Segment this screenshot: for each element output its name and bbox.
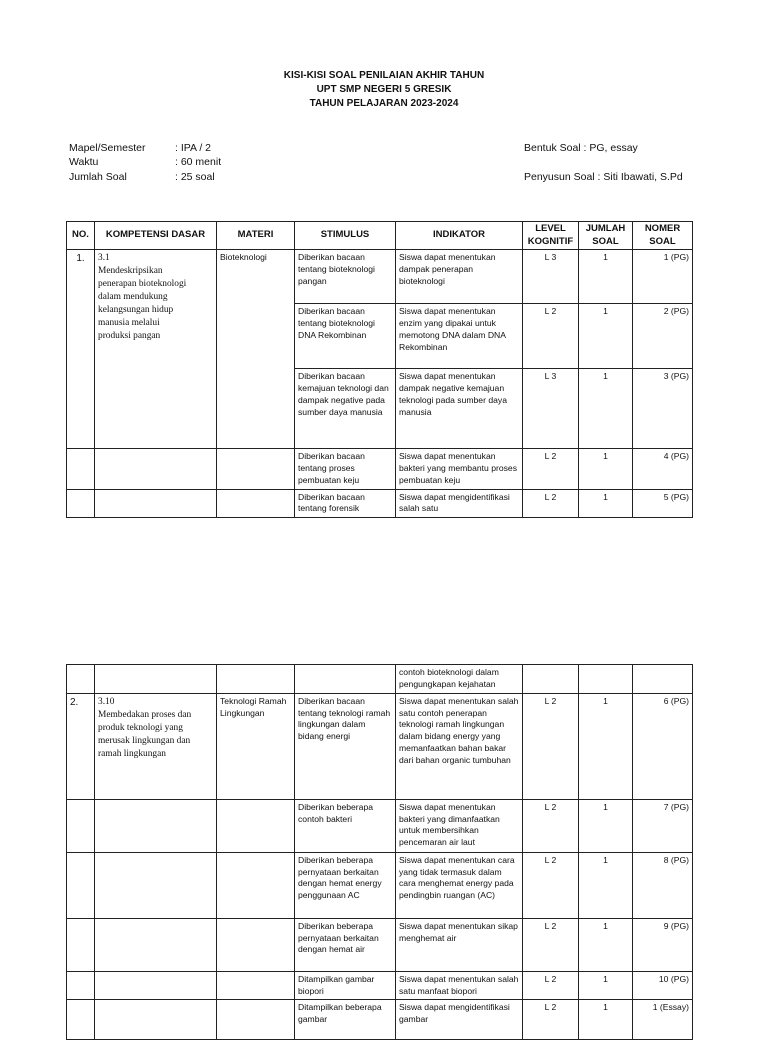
col-header-kompetensi-dasar: KOMPETENSI DASAR xyxy=(95,222,217,250)
kd-text: Mendeskripsikan penerapan bioteknologi dalam mendukung kelangsungan hidup manusia melalui produksi pangan xyxy=(98,265,187,341)
jumlah-cell: 1 xyxy=(579,971,633,1000)
level-cell xyxy=(523,665,579,694)
stimulus-cell: Diberikan beberapa contoh bakteri xyxy=(295,799,396,852)
jumlah-cell: 1 xyxy=(579,369,633,449)
nomer-cell: 3 (PG) xyxy=(633,369,693,449)
row-no xyxy=(67,489,95,518)
mapel-value: : IPA / 2 xyxy=(175,142,211,154)
indikator-cell: Siswa dapat menentukan sikap menghemat air xyxy=(396,918,523,971)
kompetensi-dasar-cell xyxy=(95,250,217,449)
bentuk-soal: Bentuk Soal : PG, essay xyxy=(524,142,638,154)
kompetensi-dasar-cell xyxy=(95,852,217,918)
table-row xyxy=(67,799,693,852)
level-cell: L 2 xyxy=(523,799,579,852)
level-cell: L 3 xyxy=(523,250,579,304)
kompetensi-dasar-cell xyxy=(95,489,217,518)
jumlah-cell: 1 xyxy=(579,799,633,852)
materi-cell xyxy=(217,489,295,518)
indikator-cell: Siswa dapat menentukan salah satu contoh penerapan teknologi ramah lingkungan dalam bidang energy yang memanfaatkan bahan bakar dari bahan organic tumbuhan xyxy=(396,693,523,799)
table-row xyxy=(67,250,693,304)
kompetensi-dasar-cell xyxy=(95,799,217,852)
jumlah-cell: 1 xyxy=(579,489,633,518)
col-header-level-kognitif: LEVEL KOGNITIF xyxy=(523,222,579,250)
level-cell: L 3 xyxy=(523,369,579,449)
level-cell: L 2 xyxy=(523,1000,579,1040)
nomer-cell: 8 (PG) xyxy=(633,852,693,918)
row-no xyxy=(67,665,95,694)
kompetensi-dasar-cell xyxy=(95,693,217,799)
stimulus-cell: Diberikan beberapa pernyataan berkaitan dengan hemat air xyxy=(295,918,396,971)
col-header-stimulus: STIMULUS xyxy=(295,222,396,250)
row-no xyxy=(67,1000,95,1040)
stimulus-cell: Diberikan bacaan tentang teknologi ramah lingkungan dalam bidang energi xyxy=(295,693,396,799)
table-row xyxy=(67,449,693,490)
level-cell: L 2 xyxy=(523,971,579,1000)
indikator-cell: Siswa dapat mengidentifikasi salah satu xyxy=(396,489,523,518)
row-no xyxy=(67,852,95,918)
nomer-cell: 6 (PG) xyxy=(633,693,693,799)
nomer-cell: 9 (PG) xyxy=(633,918,693,971)
col-header-jumlah-soal: JUMLAH SOAL xyxy=(579,222,633,250)
jumlah-soal-value: : 25 soal xyxy=(175,171,215,183)
kompetensi-dasar-cell xyxy=(95,971,217,1000)
stimulus-cell xyxy=(295,665,396,694)
materi-cell xyxy=(217,918,295,971)
materi-cell xyxy=(217,1000,295,1040)
stimulus-cell: Diberikan bacaan tentang proses pembuatan keju xyxy=(295,449,396,490)
jumlah-cell: 1 xyxy=(579,1000,633,1040)
stimulus-cell: Ditampilkan beberapa gambar xyxy=(295,1000,396,1040)
materi-cell: Teknologi Ramah Lingkungan xyxy=(217,693,295,799)
materi-cell xyxy=(217,449,295,490)
kompetensi-dasar-cell xyxy=(95,918,217,971)
indikator-cell: contoh bioteknologi dalam pengungkapan kejahatan xyxy=(396,665,523,694)
indikator-cell: Siswa dapat menentukan cara yang tidak termasuk dalam cara menghemat energy pada pendingbin ruangan (AC) xyxy=(396,852,523,918)
nomer-cell: 1 (PG) xyxy=(633,250,693,304)
nomer-cell: 2 (PG) xyxy=(633,304,693,369)
doc-title-line3: TAHUN PELAJARAN 2023-2024 xyxy=(309,98,459,109)
jumlah-cell: 1 xyxy=(579,250,633,304)
stimulus-cell: Diberikan bacaan tentang bioteknologi pangan xyxy=(295,250,396,304)
table-row xyxy=(67,852,693,918)
materi-cell xyxy=(217,799,295,852)
indikator-cell: Siswa dapat menentukan enzim yang dipakai untuk memotong DNA dalam DNA Rekombinan xyxy=(396,304,523,369)
row-no xyxy=(67,918,95,971)
indikator-cell: Siswa dapat menentukan dampak negative kemajuan teknologi pada sumber daya manusia xyxy=(396,369,523,449)
level-cell: L 2 xyxy=(523,693,579,799)
materi-cell: Bioteknologi xyxy=(217,250,295,449)
jumlah-cell: 1 xyxy=(579,918,633,971)
table-row xyxy=(67,665,693,694)
penyusun-soal: Penyusun Soal : Siti Ibawati, S.Pd xyxy=(524,171,683,183)
jumlah-cell: 1 xyxy=(579,852,633,918)
kisi-kisi-table-page1 xyxy=(66,221,693,518)
jumlah-cell: 1 xyxy=(579,693,633,799)
nomer-cell: 5 (PG) xyxy=(633,489,693,518)
doc-title-line1: KISI-KISI SOAL PENILAIAN AKHIR TAHUN xyxy=(283,70,485,81)
row-no xyxy=(67,799,95,852)
nomer-cell xyxy=(633,665,693,694)
nomer-cell: 1 (Essay) xyxy=(633,1000,693,1040)
stimulus-cell: Ditampilkan gambar biopori xyxy=(295,971,396,1000)
stimulus-cell: Diberikan bacaan tentang bioteknologi DNA Rekombinan xyxy=(295,304,396,369)
indikator-cell: Siswa dapat menentukan bakteri yang dimanfaatkan untuk membersihkan pencemaran air laut xyxy=(396,799,523,852)
indikator-cell: Siswa dapat mengidentifikasi gambar xyxy=(396,1000,523,1040)
stimulus-cell: Diberikan bacaan tentang forensik xyxy=(295,489,396,518)
nomer-cell: 7 (PG) xyxy=(633,799,693,852)
materi-cell xyxy=(217,852,295,918)
row-no xyxy=(67,449,95,490)
table-row xyxy=(67,971,693,1000)
stimulus-cell: Diberikan beberapa pernyataan berkaitan dengan hemat energy penggunaan AC xyxy=(295,852,396,918)
indikator-cell: Siswa dapat menentukan salah satu manfaat biopori xyxy=(396,971,523,1000)
col-header-indikator: INDIKATOR xyxy=(396,222,523,250)
kd-number: 3.1 xyxy=(98,253,110,263)
jumlah-cell: 1 xyxy=(579,304,633,369)
kd-text: Membedakan proses dan produk teknologi yang merusak lingkungan dan ramah lingkungan xyxy=(98,709,192,759)
table-row xyxy=(67,1000,693,1040)
level-cell: L 2 xyxy=(523,852,579,918)
table-row xyxy=(67,489,693,518)
kompetensi-dasar-cell xyxy=(95,1000,217,1040)
table-header-row xyxy=(67,222,693,250)
kompetensi-dasar-cell xyxy=(95,665,217,694)
nomer-cell: 4 (PG) xyxy=(633,449,693,490)
jumlah-cell xyxy=(579,665,633,694)
col-header-materi: MATERI xyxy=(217,222,295,250)
waktu-label: Waktu xyxy=(69,156,99,168)
materi-cell xyxy=(217,971,295,1000)
materi-cell xyxy=(217,665,295,694)
stimulus-cell: Diberikan bacaan kemajuan teknologi dan dampak negative pada sumber daya manusia xyxy=(295,369,396,449)
indikator-cell: Siswa dapat menentukan bakteri yang membantu proses pembuatan keju xyxy=(396,449,523,490)
row-no xyxy=(67,971,95,1000)
level-cell: L 2 xyxy=(523,918,579,971)
kisi-kisi-table-page2 xyxy=(66,664,693,1040)
col-header-nomer-soal: NOMER SOAL xyxy=(633,222,693,250)
level-cell: L 2 xyxy=(523,489,579,518)
col-header-no: NO. xyxy=(67,222,95,250)
level-cell: L 2 xyxy=(523,449,579,490)
jumlah-soal-label: Jumlah Soal xyxy=(69,171,127,183)
table-row xyxy=(67,693,693,799)
indikator-cell: Siswa dapat menentukan dampak penerapan bioteknologi xyxy=(396,250,523,304)
row-no: 2. xyxy=(67,693,95,799)
jumlah-cell: 1 xyxy=(579,449,633,490)
table-row xyxy=(67,918,693,971)
level-cell: L 2 xyxy=(523,304,579,369)
kd-number: 3.10 xyxy=(98,696,115,707)
row-no: 1. xyxy=(67,250,95,449)
kompetensi-dasar-cell xyxy=(95,449,217,490)
mapel-label: Mapel/Semester xyxy=(69,142,146,154)
nomer-cell: 10 (PG) xyxy=(633,971,693,1000)
waktu-value: : 60 menit xyxy=(175,156,222,168)
doc-title-line2: UPT SMP NEGERI 5 GRESIK xyxy=(316,84,452,95)
